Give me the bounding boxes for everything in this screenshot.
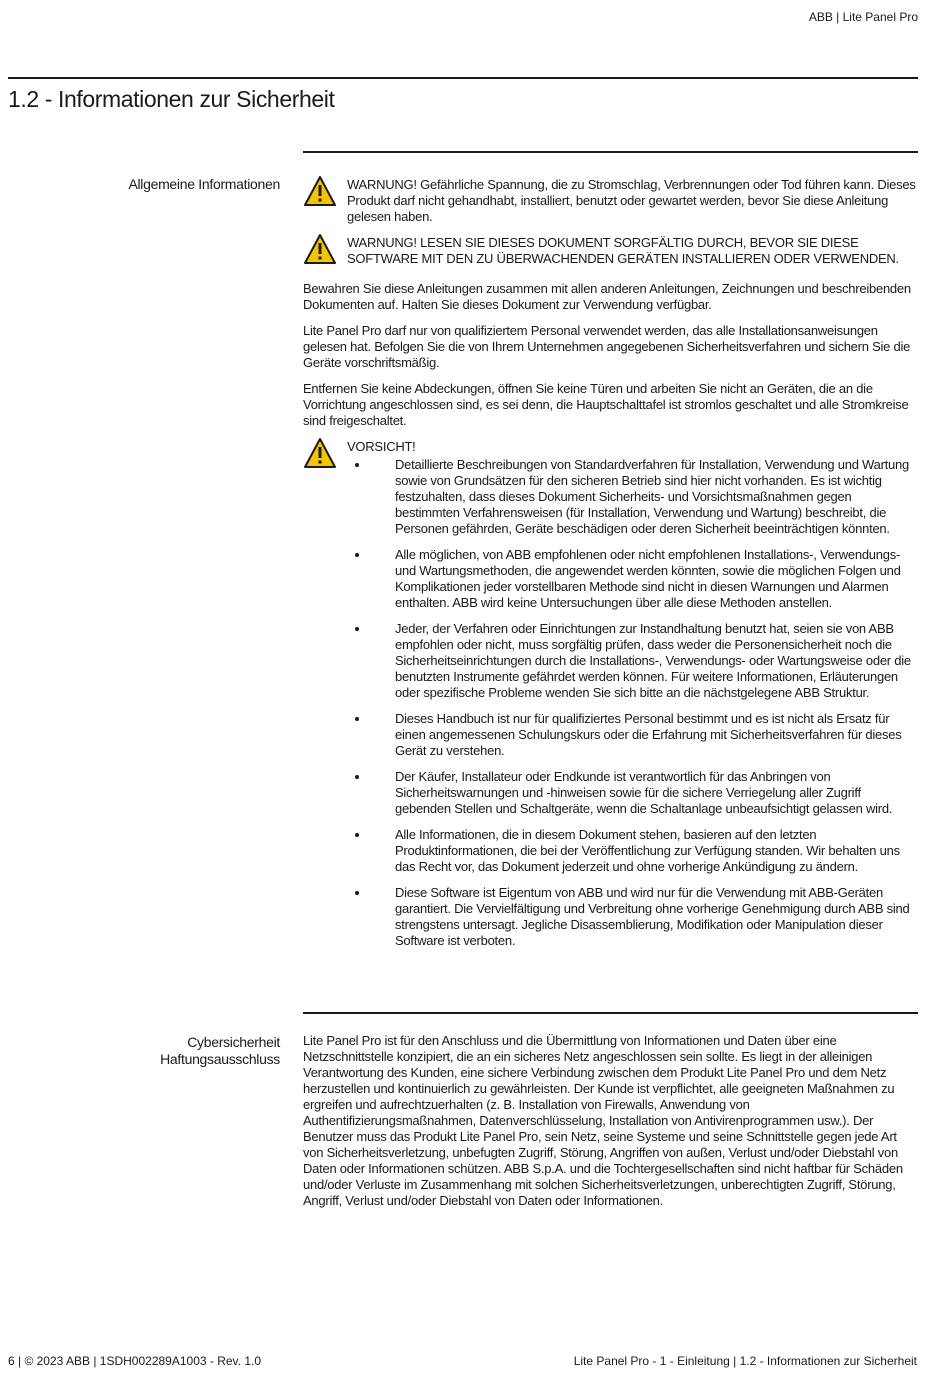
bullet-icon — [355, 891, 359, 895]
paragraph: Bewahren Sie diese Anleitungen zusammen mit allen anderen Anleitungen, Zeichnungen und beschreibenden Dokumenten auf. Halten Sie dieses Dokument zur Verwendung verfügbar. — [303, 281, 911, 312]
page-title: 1.2 - Informationen zur Sicherheit — [8, 86, 335, 112]
bullet-icon — [355, 553, 359, 557]
warning-block-2 — [303, 235, 919, 267]
bullet-icon — [355, 833, 359, 837]
section-label-general: Allgemeine Informationen — [128, 176, 280, 192]
footer-left: 6 | © 2023 ABB | 1SDH002289A1003 - Rev. 1.0 — [8, 1354, 262, 1368]
title-divider — [8, 77, 918, 79]
section-label-cyber-line1: Cybersicherheit — [187, 1034, 280, 1050]
footer-right: Lite Panel Pro - 1 - Einleitung | 1.2 - Informationen zur Sicherheit — [573, 1354, 917, 1368]
section-divider-general — [303, 151, 918, 153]
paragraph: Lite Panel Pro darf nur von qualifiziertem Personal verwendet werden, das alle Installationsanweisungen gelesen hat. Befolgen Sie die von Ihrem Unternehmen angegebenen Sicherheitsverfahren und sichern Sie die Geräte vorschriftsmäßig. — [303, 323, 911, 370]
warning-block-1 — [303, 177, 919, 225]
header-brand: ABB | Lite Panel Pro — [808, 10, 918, 24]
bullet-icon — [355, 463, 359, 467]
paragraph: Entfernen Sie keine Abdeckungen, öffnen Sie keine Türen und arbeiten Sie nicht an Geräten, die an die Vorrichtung angeschlossen sind, es sei denn, die Hauptschalttafel ist stromlos geschaltet und alle Stromkreise sind freigeschaltet. — [303, 381, 909, 428]
bullet-icon — [355, 717, 359, 721]
section-general-content — [303, 177, 919, 959]
list-item: Diese Software ist Eigentum von ABB und wird nur für die Verwendung mit ABB-Geräten garantiert. Die Vervielfältigung und Verbreitung ohne vorherige Genehmigung durch ABB sind strengstens untersagt. Jegliche Disassemblierung, Modifikation oder Manipulation dieser Software ist verboten. — [303, 885, 919, 949]
bullet-icon — [355, 775, 359, 779]
warning-text-1: WARNUNG! Gefährliche Spannung, die zu Stromschlag, Verbrennungen oder Tod führen kann. Dieses Produkt darf nicht gehandhabt, installiert, benutzt oder gewartet werden, bevor Sie diese Anleitung gelesen haben. — [347, 177, 916, 224]
list-item: Alle Informationen, die in diesem Dokument stehen, basieren auf den letzten Produktinformationen, die bei der Veröffentlichung zur Verfügung standen. Wir behalten uns das Recht vor, das Dokument jederzeit und ohne vorherige Ankündigung zu ändern. — [303, 827, 919, 875]
bullet-icon — [355, 627, 359, 631]
section-cyber-content — [303, 1033, 919, 1219]
warning-triangle-icon — [303, 175, 337, 207]
section-divider-cyber — [303, 1012, 918, 1014]
list-item: Detaillierte Beschreibungen von Standardverfahren für Installation, Verwendung und Wartung sowie von Grundsätzen für den sicheren Betrieb sind hier nicht vorhanden. Es ist wichtig festzuhalten, dass dieses Dokument Sicherheits- und Vorsichtsmaßnahmen gegen bestimmten Verfahrensweisen (für Installation, Verwendung und Wartung) beschreibt, die Personen gefährden, Geräte beschädigen oder deren Sicherheit beeinträchtigen könnten. — [303, 457, 919, 537]
warning-triangle-icon — [303, 233, 337, 265]
list-item: Dieses Handbuch ist nur für qualifiziertes Personal bestimmt und es ist nicht als Ersatz für einen angemessenen Schulungskurs oder die Erfahrung mit Sicherheitsverfahren für dieses Gerät zu verstehen. — [303, 711, 919, 759]
cyber-paragraph: Lite Panel Pro ist für den Anschluss und die Übermittlung von Informationen und Daten über eine Netzschnittstelle konzipiert, die an ein sicheres Netz angeschlossen sein sollte. Es liegt in der alleinigen Verantwortung des Kunden, eine sichere Verbindung zwischen dem Produkt Lite Panel Pro und dem Netz herzustellen und kontinuierlich zu gewährleisten. Der Kunde ist verpflichtet, alle geeigneten Maßnahmen zu ergreifen und aufrechtzuerhalten (z. B. Installation von Firewalls, Anwendung von Authentifizierungsmaßnahmen, Datenverschlüsselung, Installation von Antivirenprogrammen usw.). Der Benutzer muss das Produkt Lite Panel Pro, sein Netz, seine Systeme und seine Schnittstelle gegen jede Art von Sicherheitsverletzung, unbefugten Zugriff, Störung, Angriffen von außen, Verlust und/oder Diebstahl von Daten oder Informationen schützen. ABB S.p.A. und die Tochtergesellschaften sind nicht haftbar für Schäden und/oder Verluste im Zusammenhang mit solchen Sicherheitsverletzungen, unberechtigten Zugriff, Störung, Angriff, Verlust und/oder Diebstahl von Daten oder Informationen. — [303, 1033, 903, 1208]
list-item: Jeder, der Verfahren oder Einrichtungen zur Instandhaltung benutzt hat, seien sie von ABB empfohlen oder nicht, muss sorgfältig prüfen, dass weder die Personensicherheit noch die Sicherheitseinrichtungen durch die Installations-, Verwendungs- oder Wartungsweise oder die benutzten Instrumente gefährdet werden können. Für weitere Informationen, Erläuterungen oder spezifische Probleme wenden Sie sich bitte an die nächstgelegene ABB Struktur. — [303, 621, 919, 701]
list-item: Alle möglichen, von ABB empfohlenen oder nicht empfohlenen Installations-, Verwendungs- und Wartungsmethoden, die angewendet werden könnten, sowie die möglichen Folgen und Komplikationen jeder vorstellbaren Methode sind nicht in diesen Warnungen und Alarmen enthalten. ABB wird keine Untersuchungen über alle diese Methoden anstellen. — [303, 547, 919, 611]
section-label-cyber-line2: Haftungsausschluss — [160, 1051, 280, 1067]
list-item: Der Käufer, Installateur oder Endkunde ist verantwortlich für das Anbringen von Sicherheitswarnungen und -hinweisen sowie für die sichere Verriegelung aller Zugriff gebenden Stellen und Schaltgeräte, wenn die Schaltanlage unbeaufsichtigt gelassen wird. — [303, 769, 919, 817]
caution-list — [303, 457, 919, 949]
caution-title: VORSICHT! — [347, 439, 416, 454]
section-label-cyber — [40, 1034, 280, 1068]
warning-text-2: WARNUNG! LESEN SIE DIESES DOKUMENT SORGFÄLTIG DURCH, BEVOR SIE DIESE SOFTWARE MIT DEN ZU ÜBERWACHENDEN GERÄTEN INSTALLIEREN ODER VERWENDEN. — [347, 235, 899, 266]
